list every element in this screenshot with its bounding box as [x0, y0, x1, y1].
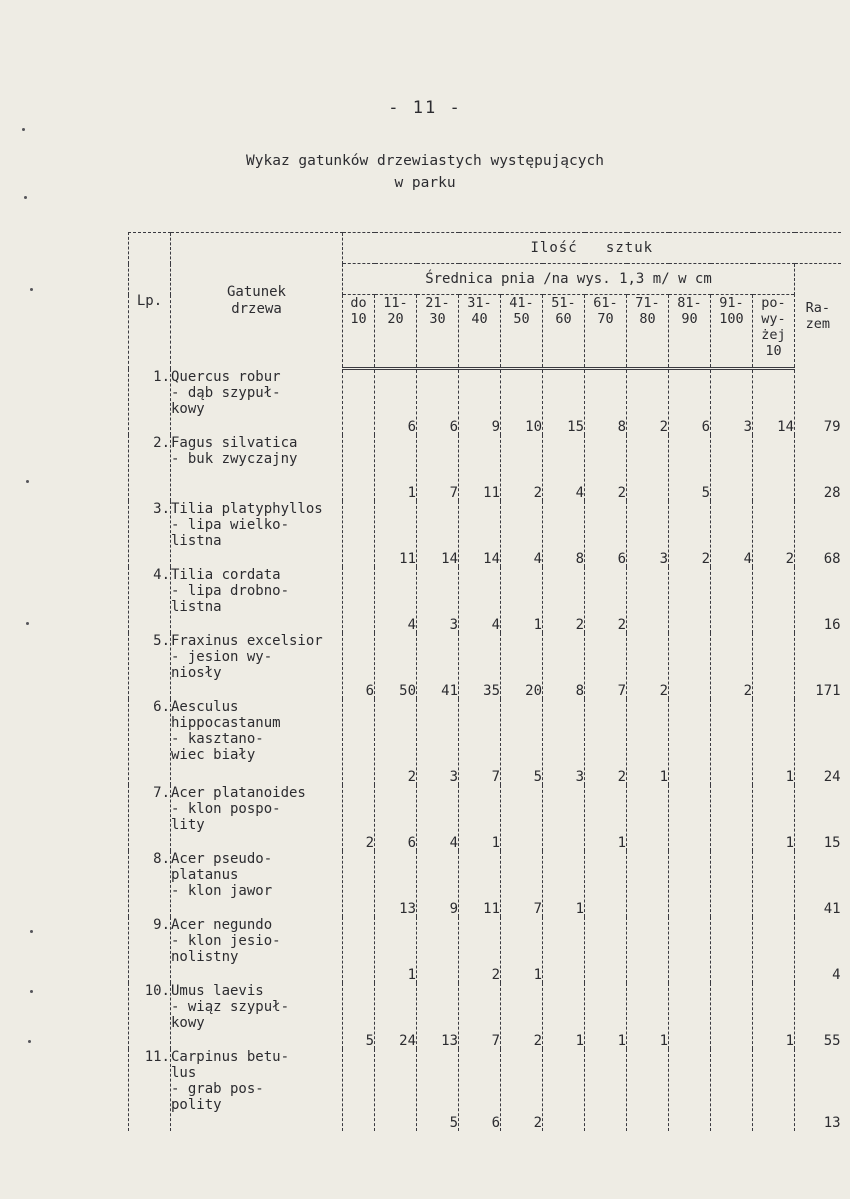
count-cell: 4 [543, 435, 585, 501]
count-cell: 4 [459, 567, 501, 633]
count-cell [753, 567, 795, 633]
count-cell: 2 [585, 567, 627, 633]
count-cell [669, 633, 711, 699]
header-gatunek-text: Gatunek drzewa [226, 283, 286, 317]
count-cell: 3 [417, 699, 459, 785]
count-cell: 2 [501, 1049, 543, 1131]
row-number: 2. [129, 435, 171, 501]
count-cell: 6 [669, 369, 711, 435]
count-cell [711, 699, 753, 785]
count-cell: 4 [711, 501, 753, 567]
count-cell [753, 633, 795, 699]
bin-3: 31- 40 [459, 295, 501, 369]
count-cell: 6 [459, 1049, 501, 1131]
row-total: 24 [795, 699, 841, 785]
count-cell: 7 [501, 851, 543, 917]
species-name: Tilia platyphyllos - lipa wielko- listna [171, 501, 343, 567]
count-cell [627, 1049, 669, 1131]
count-cell: 1 [753, 699, 795, 785]
bin-1: 11- 20 [375, 295, 417, 369]
count-cell [543, 1049, 585, 1131]
count-cell: 6 [585, 501, 627, 567]
count-cell: 1 [543, 851, 585, 917]
page-number: - 11 - [388, 98, 462, 118]
count-cell [627, 435, 669, 501]
count-cell: 10 [501, 369, 543, 435]
count-cell: 1 [501, 917, 543, 983]
count-cell: 8 [543, 633, 585, 699]
count-cell: 1 [543, 983, 585, 1049]
count-cell [711, 435, 753, 501]
count-cell: 5 [417, 1049, 459, 1131]
document-title [0, 150, 850, 194]
species-name: Acer pseudo- platanus - klon jawor [171, 851, 343, 917]
table-row [129, 851, 841, 917]
count-cell: 3 [627, 501, 669, 567]
row-total: 4 [795, 917, 841, 983]
count-cell: 7 [417, 435, 459, 501]
table-row [129, 1049, 841, 1131]
count-cell: 2 [669, 501, 711, 567]
count-cell: 1 [627, 983, 669, 1049]
count-cell: 7 [585, 633, 627, 699]
count-cell: 5 [501, 699, 543, 785]
count-cell [753, 851, 795, 917]
count-cell: 2 [543, 567, 585, 633]
count-cell: 4 [501, 501, 543, 567]
margin-dot [30, 930, 33, 933]
species-name: Tilia cordata - lipa drobno- listna [171, 567, 343, 633]
count-cell [417, 917, 459, 983]
bin-7: 71- 80 [627, 295, 669, 369]
row-number: 6. [129, 699, 171, 785]
count-cell: 35 [459, 633, 501, 699]
count-cell: 4 [375, 567, 417, 633]
count-cell: 5 [669, 435, 711, 501]
count-cell: 13 [417, 983, 459, 1049]
count-cell: 2 [501, 983, 543, 1049]
margin-dot [26, 622, 29, 625]
count-cell [543, 785, 585, 851]
count-cell [343, 369, 375, 435]
count-cell [627, 567, 669, 633]
count-cell [343, 851, 375, 917]
count-cell: 2 [753, 501, 795, 567]
count-cell: 1 [501, 567, 543, 633]
count-cell [343, 917, 375, 983]
species-name: Fraxinus excelsior - jesion wy- niosły [171, 633, 343, 699]
count-cell: 11 [459, 851, 501, 917]
title-line-1: Wykaz gatunków drzewiastych występujących [246, 153, 604, 169]
row-number: 9. [129, 917, 171, 983]
count-cell: 2 [585, 435, 627, 501]
count-cell: 2 [501, 435, 543, 501]
count-cell: 24 [375, 983, 417, 1049]
margin-dot [26, 480, 29, 483]
header-gatunek [171, 233, 343, 369]
count-cell: 4 [417, 785, 459, 851]
count-cell: 8 [543, 501, 585, 567]
count-cell: 9 [417, 851, 459, 917]
count-cell: 13 [375, 851, 417, 917]
header-srednica: Średnica pnia /na wys. 1,3 m/ w cm [343, 264, 795, 295]
bin-razem: Ra- zem [795, 264, 841, 369]
margin-dot [28, 1040, 31, 1043]
count-cell [711, 1049, 753, 1131]
count-cell [711, 567, 753, 633]
count-cell: 15 [543, 369, 585, 435]
table-row [129, 983, 841, 1049]
margin-dot [24, 196, 27, 199]
count-cell [627, 917, 669, 983]
row-number: 3. [129, 501, 171, 567]
count-cell: 6 [343, 633, 375, 699]
margin-dot [22, 128, 25, 131]
count-cell: 9 [459, 369, 501, 435]
count-cell: 14 [417, 501, 459, 567]
count-cell: 14 [459, 501, 501, 567]
count-cell [711, 851, 753, 917]
count-cell [343, 435, 375, 501]
count-cell [627, 785, 669, 851]
count-cell: 2 [627, 369, 669, 435]
count-cell [669, 567, 711, 633]
count-cell: 1 [753, 785, 795, 851]
row-total: 13 [795, 1049, 841, 1131]
row-total: 68 [795, 501, 841, 567]
count-cell: 20 [501, 633, 543, 699]
bin-10: po- wy- żej 10 [753, 295, 795, 369]
species-name: Umus laevis - wiąz szypuł- kowy [171, 983, 343, 1049]
bin-2: 21- 30 [417, 295, 459, 369]
table-row [129, 501, 841, 567]
count-cell: 6 [375, 785, 417, 851]
count-cell [669, 983, 711, 1049]
count-cell: 1 [585, 983, 627, 1049]
count-cell: 6 [417, 369, 459, 435]
table-row [129, 567, 841, 633]
row-number: 8. [129, 851, 171, 917]
header-lp: Lp. [129, 233, 171, 369]
species-name: Quercus robur - dąb szypuł- kowy [171, 369, 343, 435]
count-cell: 1 [375, 435, 417, 501]
row-total: 79 [795, 369, 841, 435]
count-cell: 7 [459, 699, 501, 785]
margin-dot [30, 990, 33, 993]
bin-0: do 10 [343, 295, 375, 369]
count-cell [585, 917, 627, 983]
count-cell: 50 [375, 633, 417, 699]
table-row [129, 699, 841, 785]
count-cell [753, 917, 795, 983]
count-cell [343, 699, 375, 785]
count-cell [343, 1049, 375, 1131]
count-cell [669, 699, 711, 785]
row-total: 28 [795, 435, 841, 501]
row-number: 10. [129, 983, 171, 1049]
count-cell: 1 [459, 785, 501, 851]
table-row [129, 369, 841, 435]
table-row [129, 435, 841, 501]
table-row [129, 633, 841, 699]
count-cell: 11 [375, 501, 417, 567]
count-cell: 1 [375, 917, 417, 983]
row-number: 7. [129, 785, 171, 851]
title-line-2: w parku [394, 175, 456, 191]
row-total: 16 [795, 567, 841, 633]
count-cell [711, 917, 753, 983]
count-cell: 5 [343, 983, 375, 1049]
header-ilosc: Ilość sztuk [343, 233, 841, 264]
count-cell: 2 [459, 917, 501, 983]
count-cell: 3 [711, 369, 753, 435]
count-cell [343, 501, 375, 567]
species-name: Carpinus betu- lus - grab pos- polity [171, 1049, 343, 1131]
count-cell: 1 [627, 699, 669, 785]
count-cell [375, 1049, 417, 1131]
count-cell [711, 983, 753, 1049]
count-cell: 1 [753, 983, 795, 1049]
count-cell [501, 785, 543, 851]
count-cell [669, 1049, 711, 1131]
row-number: 5. [129, 633, 171, 699]
row-number: 4. [129, 567, 171, 633]
count-cell [753, 1049, 795, 1131]
count-cell: 41 [417, 633, 459, 699]
row-total: 55 [795, 983, 841, 1049]
count-cell [669, 917, 711, 983]
species-name: Acer negundo - klon jesio- nolistny [171, 917, 343, 983]
species-name: Fagus silvatica - buk zwyczajny [171, 435, 343, 501]
bin-9: 91- 100 [711, 295, 753, 369]
count-cell [669, 851, 711, 917]
bin-4: 41- 50 [501, 295, 543, 369]
count-cell [585, 1049, 627, 1131]
count-cell: 2 [375, 699, 417, 785]
count-cell: 2 [585, 699, 627, 785]
count-cell: 2 [711, 633, 753, 699]
count-cell: 6 [375, 369, 417, 435]
count-cell [585, 851, 627, 917]
count-cell [543, 917, 585, 983]
count-cell: 14 [753, 369, 795, 435]
count-cell [753, 435, 795, 501]
count-cell: 1 [585, 785, 627, 851]
species-table [128, 232, 841, 1131]
count-cell [711, 785, 753, 851]
count-cell [627, 851, 669, 917]
row-total: 15 [795, 785, 841, 851]
row-total: 41 [795, 851, 841, 917]
count-cell: 2 [627, 633, 669, 699]
species-name: Acer platanoides - klon pospo- lity [171, 785, 343, 851]
table-body [129, 369, 841, 1131]
row-number: 11. [129, 1049, 171, 1131]
table-row [129, 917, 841, 983]
row-total: 171 [795, 633, 841, 699]
count-cell: 3 [543, 699, 585, 785]
row-number: 1. [129, 369, 171, 435]
bin-5: 51- 60 [543, 295, 585, 369]
count-cell [669, 785, 711, 851]
count-cell: 8 [585, 369, 627, 435]
count-cell: 3 [417, 567, 459, 633]
margin-dot [30, 288, 33, 291]
species-name: Aesculus hippocastanum - kasztano- wiec biały [171, 699, 343, 785]
count-cell [343, 567, 375, 633]
count-cell: 11 [459, 435, 501, 501]
count-cell: 2 [343, 785, 375, 851]
bin-8: 81- 90 [669, 295, 711, 369]
bin-6: 61- 70 [585, 295, 627, 369]
count-cell: 7 [459, 983, 501, 1049]
table-row [129, 785, 841, 851]
